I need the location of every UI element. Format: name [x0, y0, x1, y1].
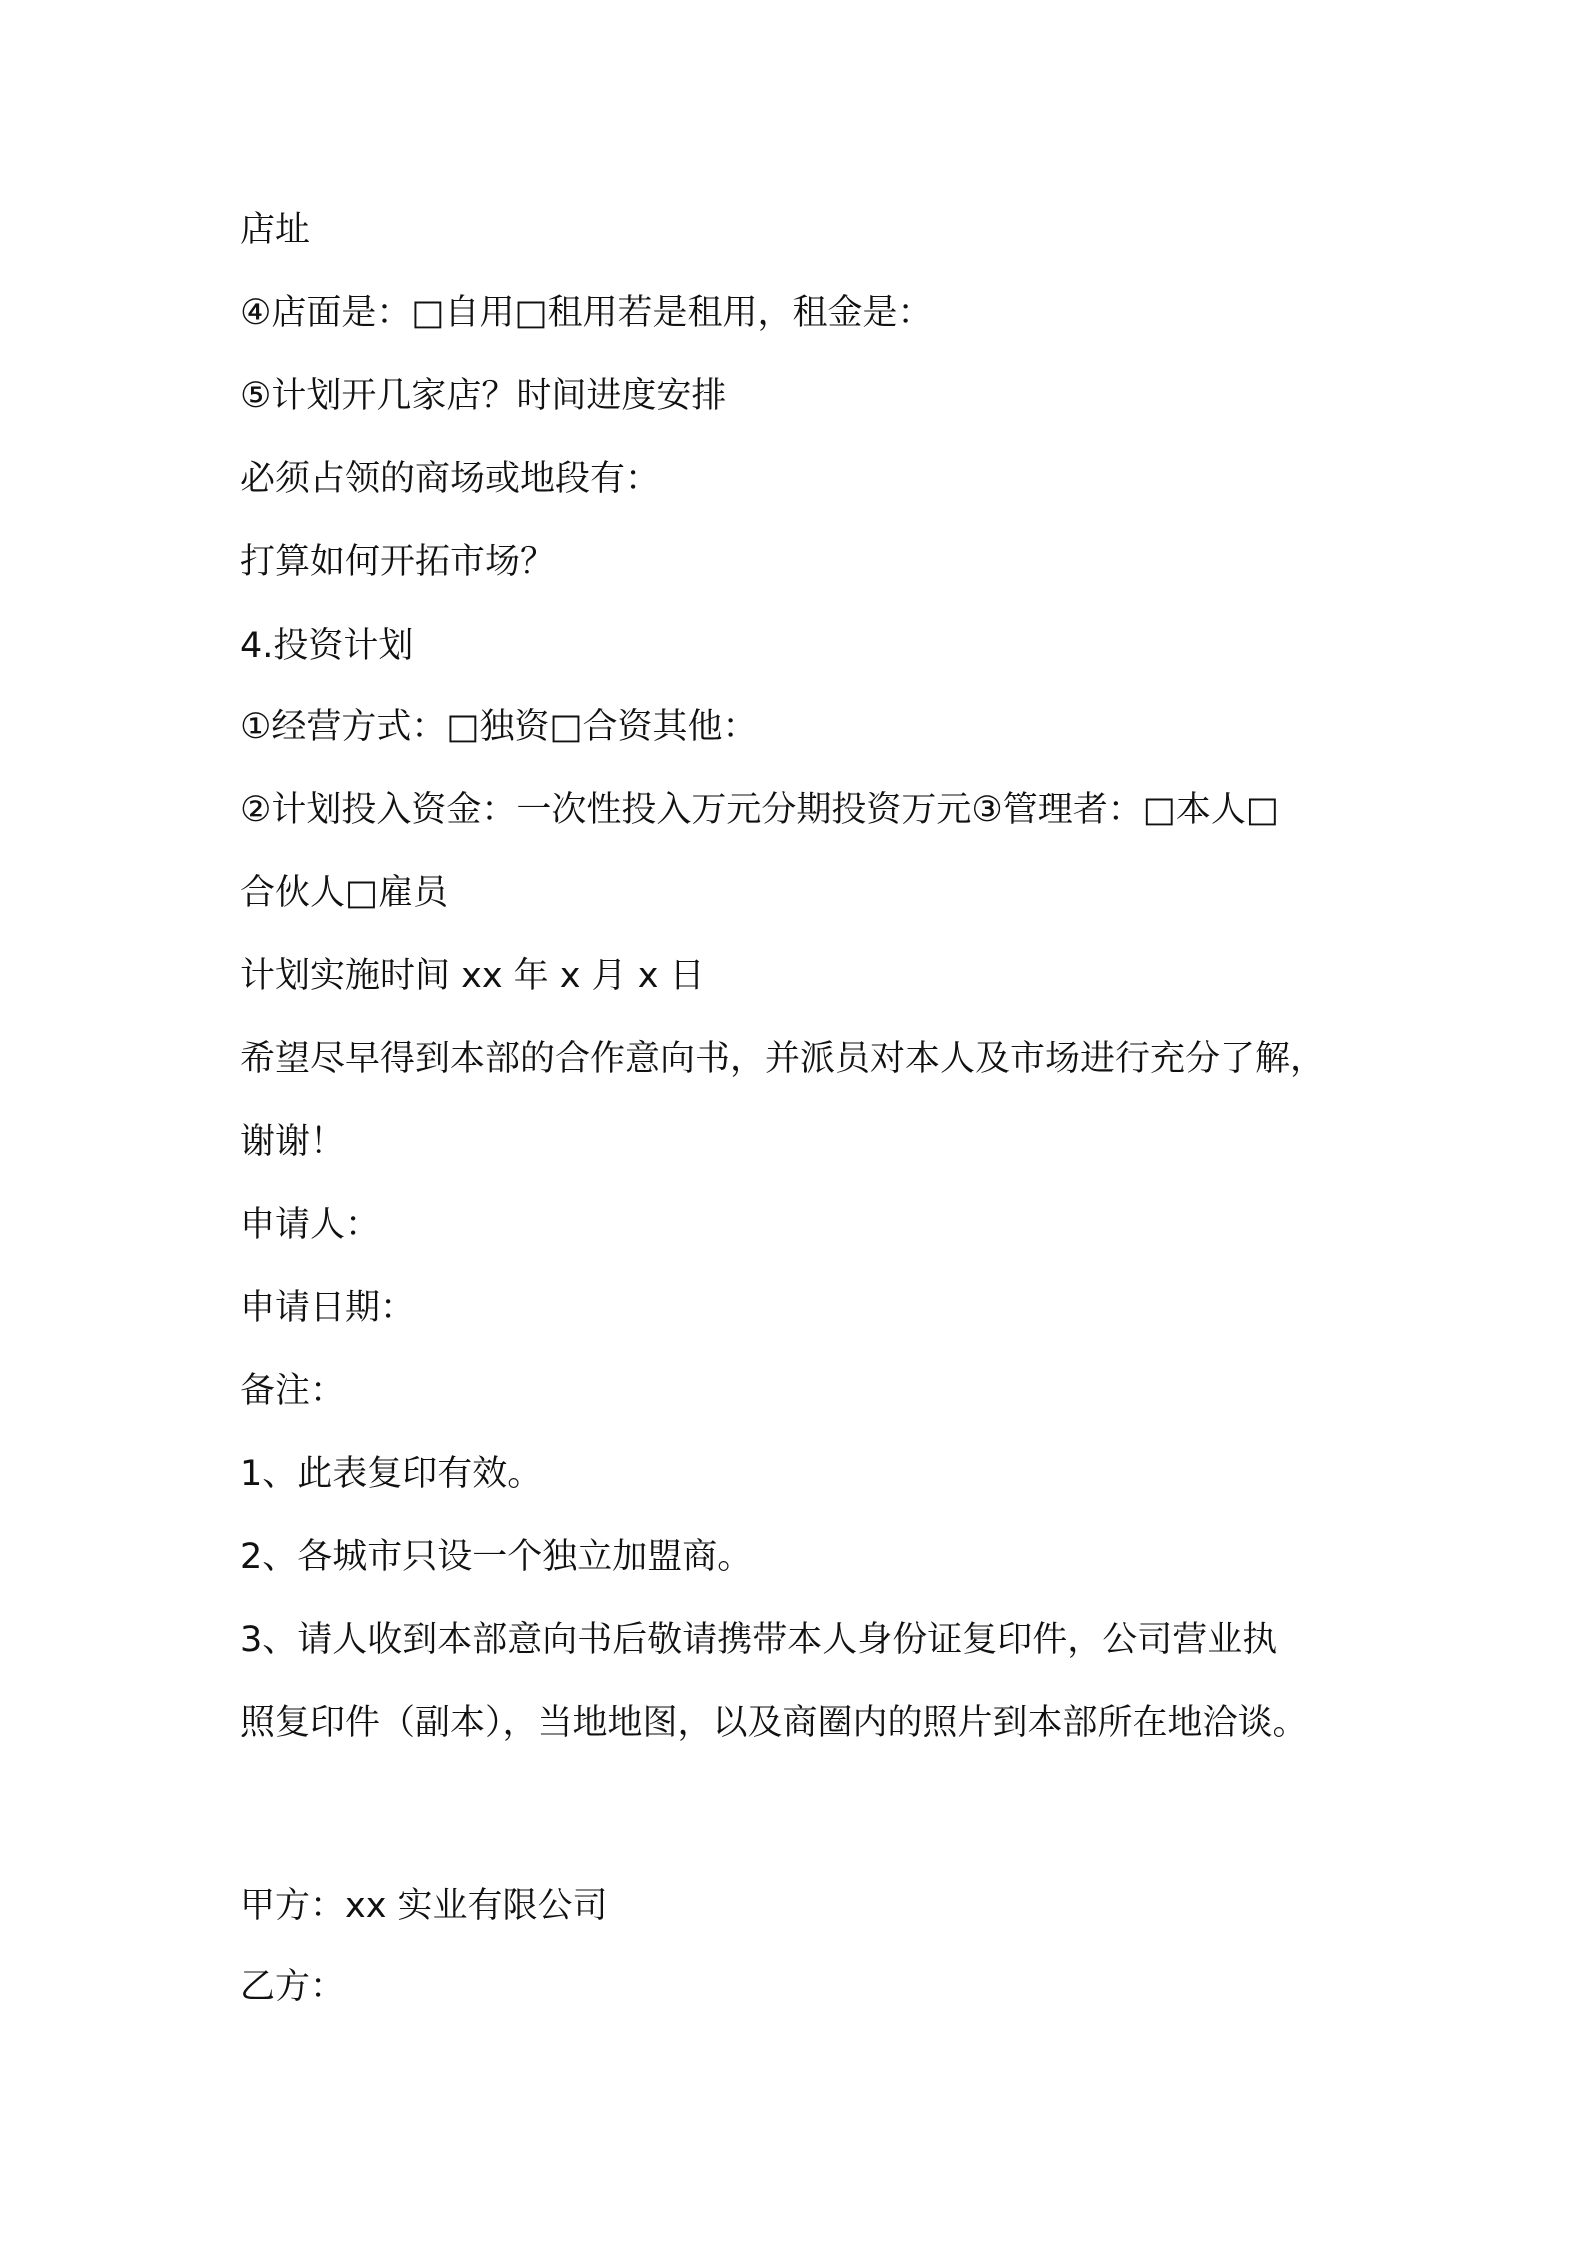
request-line: 希望尽早得到本部的合作意向书，并派员对本人及市场进行充分了解，: [240, 1039, 1326, 1079]
party-a-line: 甲方：xx 实业有限公司: [240, 1886, 608, 1926]
storefront-type-line: ④店面是：□自用□租用若是租用，租金是：: [240, 293, 933, 333]
business-mode-line: ①经营方式：□独资□合资其他：: [240, 707, 758, 747]
target-locations-line: 必须占领的商场或地段有：: [240, 459, 661, 499]
store-address-label: 店址: [240, 210, 311, 250]
applicant-label: 申请人：: [240, 1205, 381, 1245]
party-b-line: 乙方：: [240, 1967, 346, 2007]
notes-label: 备注：: [240, 1371, 346, 1411]
market-plan-line: 打算如何开拓市场？: [240, 542, 556, 582]
note-item-3-line-1: 3、请人收到本部意向书后敬请携带本人身份证复印件，公司营业执: [240, 1620, 1278, 1660]
note-item-1: 1、此表复印有效。: [240, 1454, 543, 1494]
investment-plan-heading: 4.投资计划: [240, 626, 414, 666]
manager-options-line: 合伙人□雇员: [240, 873, 449, 913]
thanks-line: 谢谢！: [240, 1122, 346, 1162]
implementation-date-line: 计划实施时间 xx 年 x 月 x 日: [240, 956, 705, 996]
application-date-label: 申请日期：: [240, 1288, 416, 1328]
capital-manager-line: ②计划投入资金：一次性投入万元分期投资万元③管理者：□本人□: [240, 790, 1279, 830]
note-item-3-line-2: 照复印件（副本），当地地图，以及商圈内的照片到本部所在地洽谈。: [240, 1703, 1308, 1743]
note-item-2: 2、各城市只设一个独立加盟商。: [240, 1537, 753, 1577]
store-plan-line: ⑤计划开几家店？时间进度安排: [240, 376, 727, 416]
